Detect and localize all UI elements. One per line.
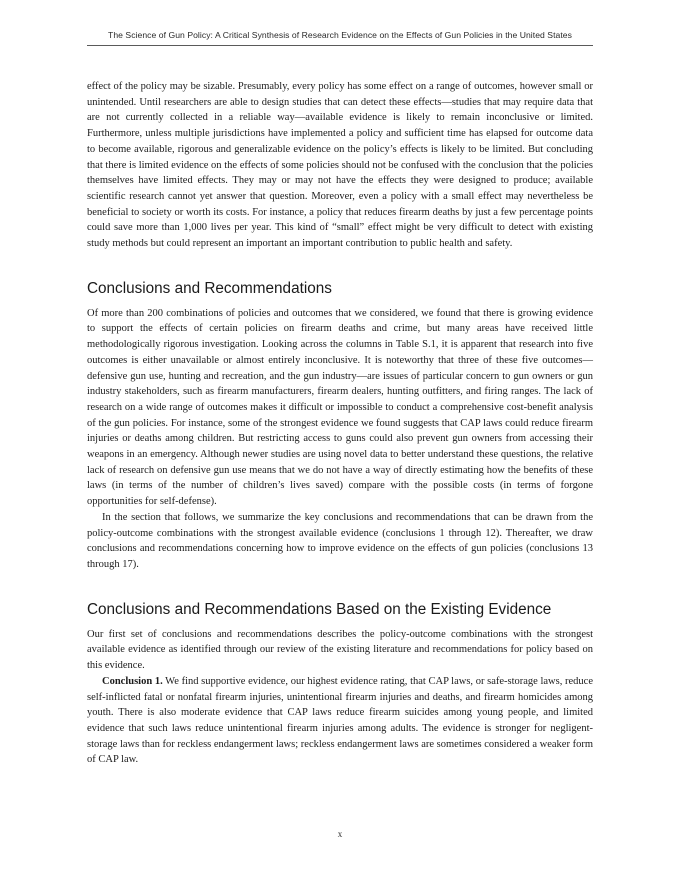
section-heading-existing-evidence: Conclusions and Recommendations Based on the Existing Evidence (87, 600, 552, 618)
page-number: x (337, 829, 343, 839)
header-divider (87, 45, 593, 46)
intro-paragraph: effect of the policy may be sizable. Presumably, every policy has some effect on a range of outcomes, however small or unintended. Until researchers are able to design studies that can detect these effects—studies that may require data that are not currently collected in a reliable way—available evidence is likely to remain inconclusive or limited. Furthermore, unless multiple jurisdictions have implemented a policy and sufficient time has elapsed for outcome data to become available, rigorous and generalizable evidence on the policy’s effects is likely to be limited. But concluding that there is limited evidence on the effects of some policies should not be confused with the conclusion that the policies themselves have limited effects. They may or may not have the effects they were designed to produce; available scientific research cannot yet answer that question. Moreover, even a policy with a small effect may nevertheless be beneficial to society or worth its costs. For instance, a policy that reduces firearm deaths by just a few percentage points could save more than 1,000 lives per year. This kind of “small” effect might be very difficult to detect with existing study methods but could represent an important an important contribution to public health and safety. (87, 81, 593, 250)
section1-paragraph-1: Of more than 200 combinations of policies and outcomes that we considered, we found that there is growing evidence to support the effects of certain policies on firearm deaths and crime, but many areas have received little methodologically rigorous investigation. Looking across the columns in Table S.1, it is apparent that research into five outcomes is either unavailable or almost entirely inconclusive. It is noteworthy that three of these five outcomes—defensive gun use, hunting and recreation, and the gun industry—are issues of particular concern to gun owners or gun industry stakeholders, such as firearm manufacturers, firearm dealers, hunting outfitters, and firing ranges. The lack of research on a wide range of outcomes makes it difficult or impossible to conduct a comprehensive cost-benefit analysis of the gun policies. For instance, some of the strongest evidence we found suggests that CAP laws could reduce firearm injuries or deaths among children. But restricting access to guns could also prevent gun owners from accessing their weapons in an emergency. Although newer studies are using novel data to better understand these questions, the relative lack of research on defensive gun use means that we do not have a way of directly estimating how the benefits of these laws (in terms of the number of children’s lives saved) compare with the possible costs (in terms of forgone opportunities for self-defense). (87, 307, 593, 508)
section-heading-conclusions: Conclusions and Recommendations (87, 279, 332, 297)
section1-paragraph-2: In the section that follows, we summarize the key conclusions and recommendations that can be drawn from the policy-outcome combinations with the strongest available evidence (conclusions 1 through 12). Thereafter, we draw conclusions and recommendations concerning how to improve evidence on the effects of gun policies (conclusions 13 through 17). (87, 511, 593, 570)
conclusion-1-text: We find supportive evidence, our highest evidence rating, that CAP laws, or safe-storage laws, reduce self-inflicted fatal or nonfatal firearm injuries, unintentional firearm injuries and deaths, and firearm homicides among youth. There is also moderate evidence that CAP laws reduce firearm suicides among young people, and limited evidence that such laws reduce unintentional firearm injuries among adults. The evidence is stronger for negligent-storage laws than for reckless endangerment laws; reckless endangerment laws are sometimes considered a weaker form of CAP law. (87, 675, 593, 766)
section2-paragraph-1: Our first set of conclusions and recommendations describes the policy-outcome combinations with the strongest available evidence as identified through our review of the existing literature and recommendations for policy based on this evidence. (87, 628, 593, 672)
main-content (87, 79, 593, 768)
running-header: The Science of Gun Policy: A Critical Synthesis of Research Evidence on the Effects of Gun Policies in the United States (108, 30, 572, 40)
conclusion-1-label: Conclusion 1. (102, 675, 163, 687)
conclusion-1-paragraph (87, 674, 593, 768)
